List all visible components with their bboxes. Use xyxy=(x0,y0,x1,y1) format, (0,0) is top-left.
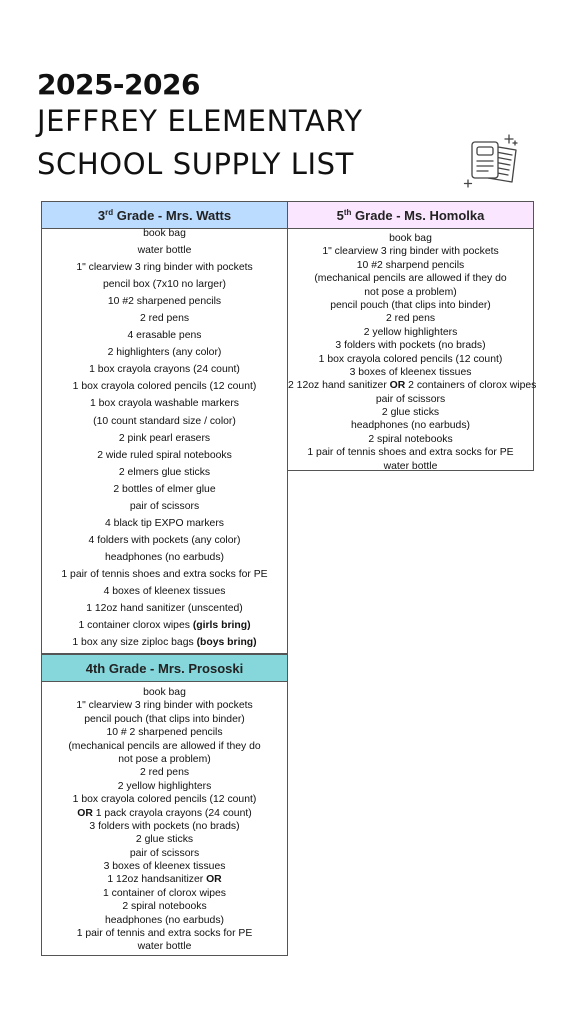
supply-item-text: 2 wide ruled spiral notebooks xyxy=(97,449,232,461)
list-title-heading: SCHOOL SUPPLY LIST xyxy=(37,147,354,181)
supply-item xyxy=(42,699,287,712)
supply-item-text: 1 box any size ziploc bags xyxy=(72,637,197,649)
supply-item-text: 1 container clorox wipes xyxy=(78,620,193,632)
supply-item-text: pencil pouch (that clips into binder) xyxy=(84,713,245,725)
supply-item xyxy=(42,780,287,793)
supply-item-text: 4 boxes of kleenex tissues xyxy=(103,585,226,597)
supply-item xyxy=(42,686,287,699)
supply-item xyxy=(42,430,287,447)
supply-item xyxy=(42,860,287,873)
supply-item-text: 1 box crayola colored pencils (12 count) xyxy=(72,381,257,393)
year-heading: 2025-2026 xyxy=(37,68,200,101)
supply-item-text: pencil pouch (that clips into binder) xyxy=(330,299,491,311)
supply-item-text: 2 spiral notebooks xyxy=(122,901,207,913)
supply-item-text: 2 yellow highlighters xyxy=(117,780,212,792)
supply-item xyxy=(42,583,287,600)
supply-item-text: 1 12oz hand sanitizer (unscented) xyxy=(86,603,243,615)
supply-item-text: water bottle xyxy=(137,941,192,953)
supply-item xyxy=(42,600,287,617)
supply-item-emphasis: OR xyxy=(206,874,222,886)
supply-item xyxy=(288,326,533,339)
supply-item xyxy=(42,793,287,806)
supply-item xyxy=(42,344,287,361)
grade-4-item-list xyxy=(42,686,287,954)
grade-5-teacher: Grade - Ms. Homolka xyxy=(351,208,485,223)
supply-item-text: book bag xyxy=(143,228,186,239)
supply-item xyxy=(42,873,287,886)
grade-5-header xyxy=(288,202,533,229)
grade-3-number: 3 xyxy=(97,208,106,223)
supply-item-text: book bag xyxy=(143,687,186,698)
supply-item-text: (10 count standard size / color) xyxy=(93,415,236,427)
supply-item xyxy=(42,833,287,846)
supply-item-emphasis: (girls bring) xyxy=(192,620,251,632)
supply-item xyxy=(288,286,533,299)
supply-item xyxy=(42,914,287,927)
supply-item-text: 4 folders with pockets (any color) xyxy=(88,534,241,546)
supply-item xyxy=(288,259,533,272)
supply-item-text: 1 pack crayola crayons (24 count) xyxy=(92,807,252,819)
supply-item-text: 1" clearview 3 ring binder with pockets xyxy=(322,246,499,258)
supply-item-text: 1 box crayola washable markers xyxy=(89,398,239,410)
supply-item-text: book bag xyxy=(389,233,432,244)
supply-item-text: pair of scissors xyxy=(375,393,446,405)
supply-item-text: 2 glue sticks xyxy=(135,834,194,846)
notebook-icon xyxy=(462,132,524,192)
supply-item xyxy=(288,245,533,258)
school-name-heading: JEFFREY ELEMENTARY xyxy=(37,104,363,138)
supply-item-text: 1 pair of tennis shoes and extra socks for PE xyxy=(61,568,268,580)
supply-item xyxy=(42,242,287,259)
supply-item-text: 3 boxes of kleenex tissues xyxy=(349,366,472,378)
supply-item xyxy=(42,726,287,739)
supply-item xyxy=(288,339,533,352)
supply-item-text: 1 box crayola colored pencils (12 count) xyxy=(72,794,257,806)
supply-item xyxy=(42,259,287,276)
supply-item-text: 3 boxes of kleenex tissues xyxy=(103,861,226,873)
supply-item-text: pair of scissors xyxy=(129,847,200,859)
grade-5-ordinal: th xyxy=(343,208,352,217)
supply-item-text: 2 red pens xyxy=(385,313,436,325)
supply-item xyxy=(42,395,287,412)
supply-item-text: (mechanical pencils are allowed if they do xyxy=(68,740,261,752)
grade-5-item-list xyxy=(288,232,537,473)
supply-item-text: 1 container of clorox wipes xyxy=(102,887,227,899)
supply-item xyxy=(288,366,533,379)
supply-item xyxy=(42,361,287,378)
supply-item-text: pair of scissors xyxy=(129,500,200,512)
supply-item-emphasis: (boys bring) xyxy=(196,637,257,649)
supply-item-text: 1 box crayola colored pencils (12 count) xyxy=(318,353,503,365)
supply-item xyxy=(42,447,287,464)
supply-item xyxy=(288,353,533,366)
supply-item-emphasis: OR xyxy=(389,380,406,392)
supply-item xyxy=(42,549,287,566)
supply-item-text: 2 12oz hand sanitizer xyxy=(288,380,390,392)
supply-item xyxy=(288,406,533,419)
grade-5-supply-box xyxy=(287,201,537,472)
supply-item xyxy=(42,900,287,913)
supply-item-text: pencil box (7x10 no larger) xyxy=(102,279,227,291)
supply-item xyxy=(42,413,287,430)
supply-item-text: 1" clearview 3 ring binder with pockets xyxy=(76,700,253,712)
supply-item xyxy=(288,379,537,392)
grade-3-teacher: Grade - Mrs. Watts xyxy=(113,208,232,223)
grade-4-supply-box xyxy=(41,654,288,956)
grade-4-header: 4th Grade - Mrs. Prososki xyxy=(42,655,287,682)
grade-3-supply-box xyxy=(41,201,288,654)
supply-item-text: (mechanical pencils are allowed if they do xyxy=(314,273,507,285)
supply-item-text: headphones (no earbuds) xyxy=(350,420,470,432)
supply-item-text: 2 yellow highlighters xyxy=(363,326,458,338)
supply-item-text: 2 bottles of elmer glue xyxy=(113,483,216,495)
supply-item xyxy=(288,272,533,285)
supply-item-text: 4 erasable pens xyxy=(127,330,202,342)
supply-item-text: 2 highlighters (any color) xyxy=(107,347,222,359)
supply-item xyxy=(42,740,287,753)
supply-item xyxy=(42,464,287,481)
supply-item-text: water bottle xyxy=(383,460,438,472)
supply-item xyxy=(42,378,287,395)
supply-item-text: 10 # 2 sharpened pencils xyxy=(106,727,223,739)
supply-item xyxy=(288,232,533,245)
supply-item-text: 1 pair of tennis shoes and extra socks for PE xyxy=(307,447,514,459)
supply-item xyxy=(42,515,287,532)
supply-item xyxy=(288,393,533,406)
supply-item xyxy=(288,433,533,446)
grade-5-number: 5 xyxy=(336,208,344,223)
supply-item-text: not pose a problem) xyxy=(364,286,457,298)
supply-item xyxy=(42,225,287,242)
supply-item-text: 2 red pens xyxy=(139,313,190,325)
supply-item-text: 1 pair of tennis and extra socks for PE xyxy=(76,928,253,940)
supply-item-text: 2 glue sticks xyxy=(381,407,440,419)
supply-item xyxy=(42,847,287,860)
supply-item xyxy=(42,887,287,900)
supply-item xyxy=(42,820,287,833)
supply-item xyxy=(42,617,287,634)
supply-item-text: 10 #2 sharpened pencils xyxy=(107,296,222,308)
supply-item xyxy=(42,310,287,327)
supply-item-text: 2 elmers glue sticks xyxy=(118,466,211,478)
supply-item xyxy=(288,312,533,325)
supply-item-text: 4 black tip EXPO markers xyxy=(105,517,224,529)
supply-item-text: 3 folders with pockets (no brads) xyxy=(89,820,240,832)
supply-item-text: 2 spiral notebooks xyxy=(368,433,453,445)
supply-item-text: 2 red pens xyxy=(139,767,190,779)
grade-3-item-list xyxy=(42,225,287,651)
supply-item-text: 1 12oz handsanitizer xyxy=(107,874,207,886)
supply-item xyxy=(42,327,287,344)
supply-item-text: 1" clearview 3 ring binder with pockets xyxy=(76,262,253,274)
supply-item xyxy=(42,766,287,779)
grade-3-ordinal: rd xyxy=(105,208,114,217)
supply-item xyxy=(42,498,287,515)
supply-item-text: 10 #2 sharpend pencils xyxy=(356,259,465,271)
supply-item xyxy=(42,566,287,583)
supply-item xyxy=(288,446,533,459)
supply-item-text: 2 containers of clorox wipes xyxy=(405,380,537,392)
supply-item-text: headphones (no earbuds) xyxy=(104,551,224,563)
supply-item xyxy=(288,299,533,312)
supply-item-text: 1 box crayola crayons (24 count) xyxy=(89,364,240,376)
supply-item xyxy=(42,807,287,820)
supply-item xyxy=(42,532,287,549)
supply-item xyxy=(42,481,287,498)
supply-item xyxy=(42,940,287,953)
supply-item xyxy=(288,419,533,432)
supply-item xyxy=(42,927,287,940)
supply-item-text: 2 pink pearl erasers xyxy=(118,432,211,444)
supply-item xyxy=(42,634,287,651)
supply-item xyxy=(288,460,533,473)
supply-item-text: water bottle xyxy=(137,245,192,257)
supply-item xyxy=(42,713,287,726)
supply-item-text: 3 folders with pockets (no brads) xyxy=(335,340,486,352)
supply-item-emphasis: OR xyxy=(77,807,93,819)
supply-item-text: headphones (no earbuds) xyxy=(104,914,224,926)
supply-item xyxy=(42,276,287,293)
supply-item xyxy=(42,293,287,310)
supply-item xyxy=(42,753,287,766)
supply-item-text: not pose a problem) xyxy=(118,753,211,765)
